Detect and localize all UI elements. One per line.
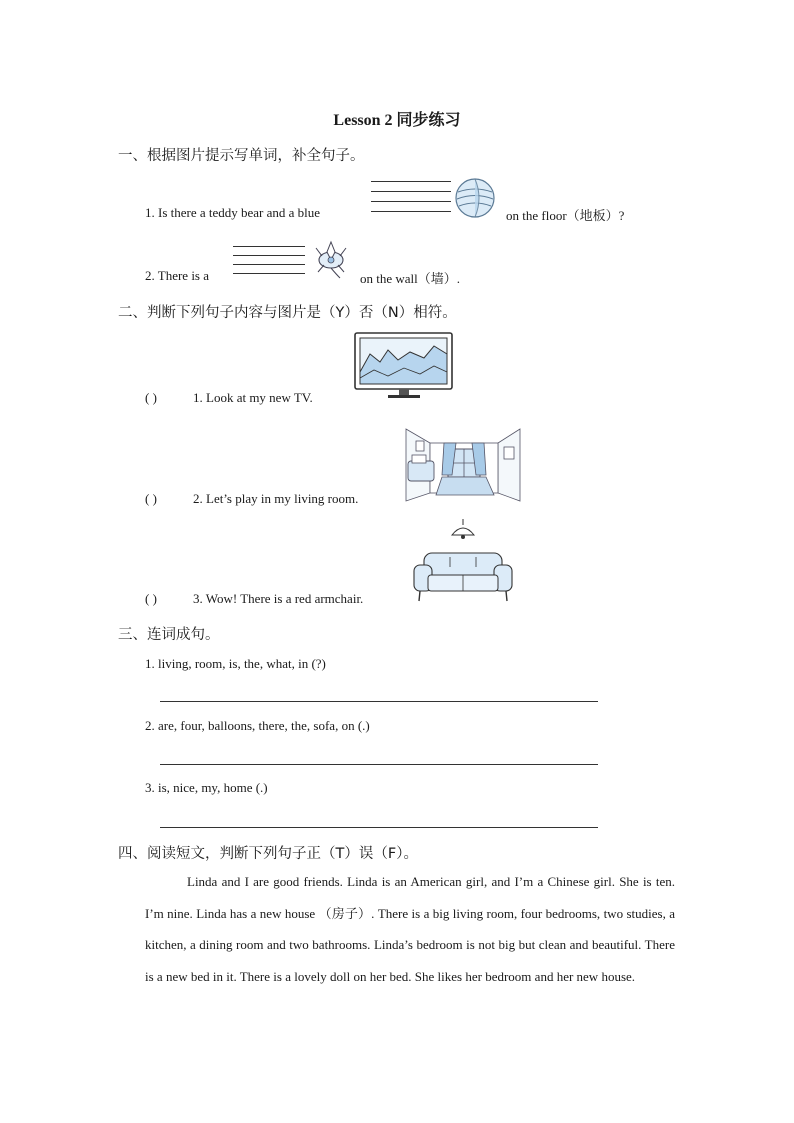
- judge-item-3: 3. Wow! There is a red armchair.: [193, 591, 364, 606]
- section-4-heading: 四、阅读短文，判断下列句子正（T）误（F）。: [118, 846, 418, 862]
- q1-text-after: on the floor（地板）?: [506, 208, 625, 223]
- q2-text-before: 2. There is a: [145, 268, 210, 283]
- judge-item-1: 1. Look at my new TV.: [193, 390, 313, 405]
- judge-paren-3[interactable]: ( ): [145, 591, 157, 606]
- kite-icon: [310, 240, 352, 280]
- section-1-heading: 一、根据图片提示写单词，补全句子。: [118, 148, 365, 164]
- section-2-heading: 二、判断下列句子内容与图片是（Y）否（N）相符。: [118, 305, 457, 321]
- q1-answer-blank[interactable]: [371, 181, 451, 212]
- tv-icon: [354, 332, 454, 400]
- reorder-item-2: 2. are, four, balloons, there, the, sofa, on (.): [145, 718, 370, 733]
- q2-answer-blank[interactable]: [233, 246, 305, 274]
- page-title: Lesson 2 同步练习: [333, 112, 461, 129]
- judge-item-2: 2. Let’s play in my living room.: [193, 491, 359, 506]
- living-room-icon: [406, 425, 520, 501]
- reading-passage: [145, 866, 675, 992]
- reorder-item-1: 1. living, room, is, the, what, in (?): [145, 656, 326, 671]
- answer-line-1[interactable]: [160, 701, 598, 702]
- reorder-item-3: 3. is, nice, my, home (.): [145, 780, 268, 795]
- q1-text-before: 1. Is there a teddy bear and a blue: [145, 205, 321, 220]
- judge-paren-1[interactable]: ( ): [145, 390, 157, 405]
- q2-text-after: on the wall（墙）.: [360, 271, 461, 286]
- passage-text: Linda and I are good friends. Linda is an American girl, and I’m a Chinese girl. She is ten. I’m nine. Linda has a new house （房子）. There is a big living room, four bedrooms, two studies, a kitchen, a dining room and two bathrooms. Linda’s bedroom is not big but clean and beautiful. There is a new bed in it. There is a lovely doll on her bed. She likes her bedroom and her new house.: [145, 874, 675, 984]
- answer-line-2[interactable]: [160, 764, 598, 765]
- section-3-heading: 三、连词成句。: [118, 627, 220, 643]
- ball-icon: [455, 178, 495, 218]
- answer-line-3[interactable]: [160, 827, 598, 828]
- sofa-lamp-icon: [412, 519, 514, 605]
- judge-paren-2[interactable]: ( ): [145, 491, 157, 506]
